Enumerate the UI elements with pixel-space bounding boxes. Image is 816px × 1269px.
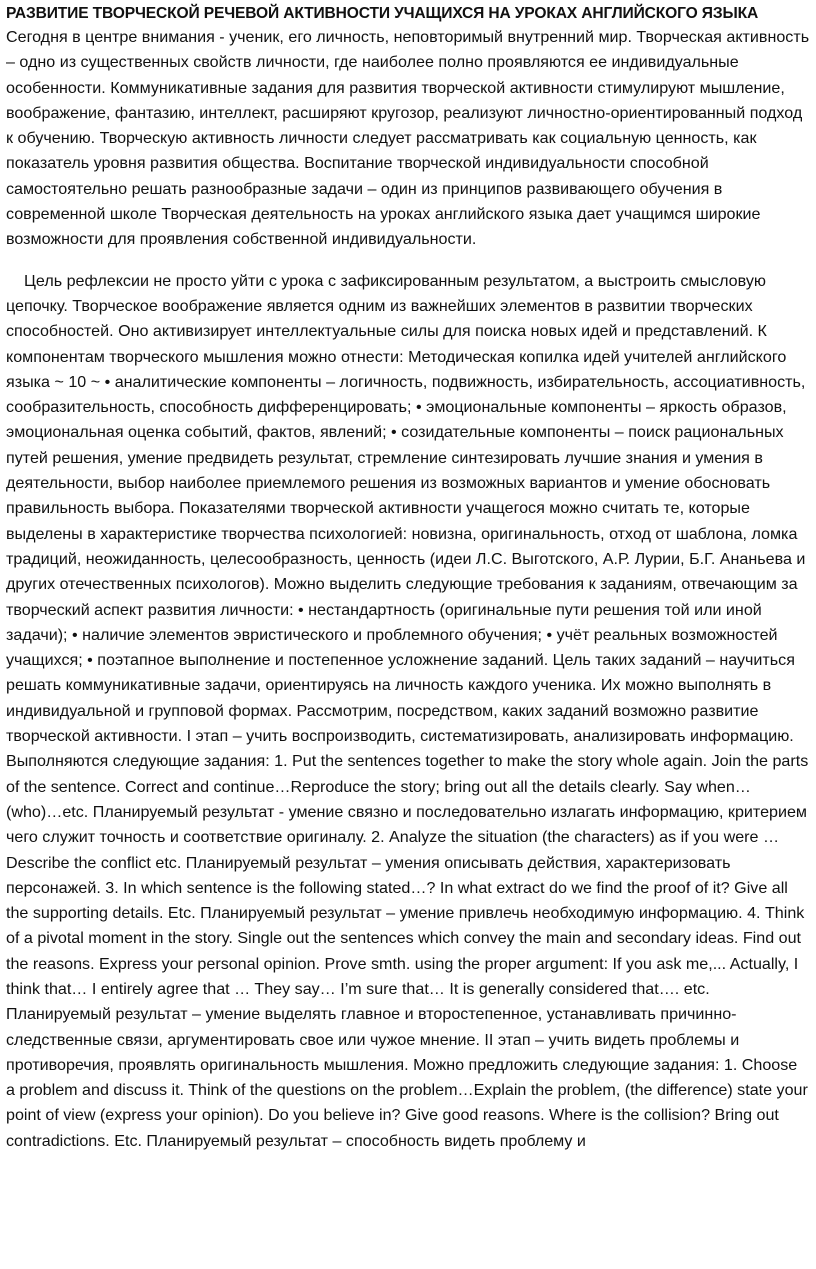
paragraph-main: Цель рефлексии не просто уйти с урока с зафиксированным результатом, а выстроить смысловую цепочку. Творческое воображение является одним из важнейших элементов в развитии творческих способностей. Оно активизирует интеллектуальные силы для поиска новых идей и представлений. К компонентам творческого мышления можно отнести: Методическая копилка идей учителей английского языка ~ 10 ~ • аналитические компоненты – логичность, подвижность, избирательность, ассоциативность, сообразительность, способность дифференцировать; • эмоциональные компоненты – яркость образов, эмоциональная оценка событий, фактов, явлений; • созидательные компоненты – поиск рациональных путей решения, умение предвидеть результат, стремление синтезировать лучшие знания и умения в деятельности, выбор наиболее приемлемого решения из возможных вариантов и умение обосновать правильность выбора. Показателями творческой активности учащегося можно считать те, которые выделены в характеристике творчества психологией: новизна, оригинальность, отход от шаблона, ломка традиций, неожиданность, целесообразность, ценность (идеи Л.С. Выготского, А.Р. Лурии, Б.Г. Ананьева и других отечественных психологов). Можно выделить следующие требования к заданиям, отвечающим за творческий аспект развития личности: • нестандартность (оригинальные пути решения той или иной задачи); • наличие элементов эвристического и проблемного обучения; • учёт реальных возможностей учащихся; • поэтапное выполнение и постепенное усложнение заданий. Цель таких заданий – научиться решать коммуникативные задачи, ориентируясь на личность каждого ученика. Их можно выполнять в индивидуальной и групповой формах. Рассмотрим, посредством, каких заданий возможно развитие творческой активности. I этап – учить воспроизводить, систематизировать, анализировать информацию. Выполняются следующие задания: 1. Put the sentences together to make the story whole again. Join the parts of the sentence. Correct and continue…Reproduce the story; bring out all the details clearly. Say when… (who)…etc. Планируемый результат - умение связно и последовательно излагать информацию, критерием чего служит точность и соответствие оригиналу. 2. Analyze the situation (the characters) as if you were …Describe the conflict etc. Планируемый результат – умения описывать действия, характеризовать персонажей. 3. In which sentence is the following stated…? In what extract do we find the proof of it? Give all the supporting details. Etc. Планируемый результат – умение привлечь необходимую информацию. 4. Think of a pivotal moment in the story. Single out the sentences which convey the main and secondary ideas. Find out the reasons. Express your personal opinion. Prove smth. using the proper argument: If you ask me,... Actually, I think that… I entirely agree that … They say… I’m sure that… It is generally considered that…. etc. Планируемый результат – умение выделять главное и второстепенное, устанавливать причинно-следственные связи, аргументировать свое или чужое мнение. II этап – учить видеть проблемы и противоречия, проявлять оригинальность мышления. Можно предложить следующие задания: 1. Choose a problem and discuss it. Think of the questions on the problem…Explain the problem, (the difference) state your point of view (express your opinion). Do you believe in? Give good reasons. Where is the collision? Bring out contradictions. Etc. Планируемый результат – способность видеть проблему и: [6, 271, 809, 1150]
paragraph-intro: Сегодня в центре внимания - ученик, его личность, неповторимый внутренний мир. Творческая активность – одно из существенных свойств личности, где наиболее полно проявляются ее индивидуальные особенности. Коммуникативные задания для развития творческой активности стимулируют мышление, воображение, фантазию, интеллект, расширяют кругозор, реализуют личностно-ориентированный подход к обучению. Творческую активность личности следует рассматривать как социальную ценность, как показатель уровня развития общества. Воспитание творческой индивидуальности способной самостоятельно решать разнообразные задачи – один из принципов развивающего обучения в современной школе Творческая деятельность на уроках английского языка дает учащимся широкие возможности для проявления собственной индивидуальности.: [6, 28, 810, 249]
document-title: РАЗВИТИЕ ТВОРЧЕСКОЙ РЕЧЕВОЙ АКТИВНОСТИ УЧАЩИХСЯ НА УРОКАХ АНГЛИЙСКОГО ЯЗЫКА: [6, 5, 759, 22]
